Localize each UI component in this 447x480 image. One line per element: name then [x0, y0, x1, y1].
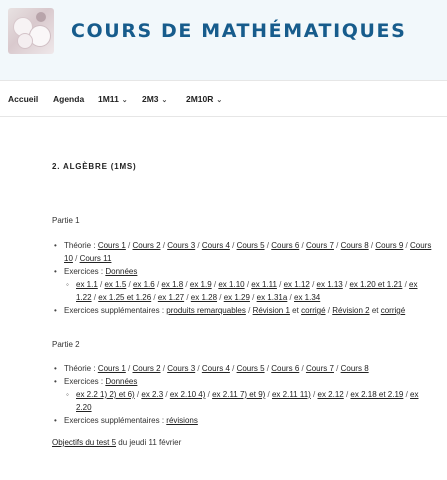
exercice-link[interactable]: ex 2.2 1) 2) et 6) — [76, 390, 135, 399]
partie-2-title: Partie 2 — [52, 340, 80, 349]
cours-link[interactable]: Cours 9 — [375, 241, 404, 250]
exercice-link[interactable]: ex 1.34 — [294, 293, 321, 302]
partie-1-list — [52, 239, 432, 317]
cours-link[interactable]: Cours 5 — [236, 241, 265, 250]
exercice-link[interactable]: ex 2.11 11) — [271, 390, 311, 399]
cours-link[interactable]: Cours 6 — [271, 364, 300, 373]
cours-link[interactable]: Cours 1 — [97, 241, 126, 250]
separator: / — [333, 241, 341, 250]
exercice-link[interactable]: ex 2.18 et 2.19 — [350, 390, 404, 399]
separator: / — [160, 241, 168, 250]
separator: / — [264, 241, 272, 250]
separator: / — [333, 364, 341, 373]
theorie-label: Théorie : — [64, 364, 96, 373]
cours-link[interactable]: Cours 3 — [167, 364, 196, 373]
objectifs-paragraph — [52, 436, 181, 449]
exercice-link[interactable]: ex 1.22 — [76, 280, 418, 302]
separator: / — [126, 280, 133, 289]
separator: / — [205, 390, 213, 399]
cours-link[interactable]: Cours 3 — [167, 241, 196, 250]
exercice-link[interactable]: ex 1.6 — [132, 280, 155, 289]
separator: / — [244, 280, 252, 289]
page-content — [52, 160, 432, 447]
exercice-link[interactable]: ex 2.3 — [141, 390, 164, 399]
nav-item-2m3[interactable] — [142, 94, 167, 104]
separator: / — [310, 390, 318, 399]
separator: / — [343, 390, 351, 399]
theorie-links — [98, 364, 369, 373]
theorie-links — [64, 241, 431, 263]
supplementaires-label: Exercices supplémentaires : — [64, 306, 165, 315]
nav-item-label: 1M11 — [98, 94, 119, 104]
exercices-label: Exercices : — [64, 267, 104, 276]
nav-item-accueil[interactable] — [8, 94, 38, 104]
separator: / — [402, 280, 410, 289]
separator: / — [151, 293, 158, 302]
separator: / — [299, 241, 306, 250]
chevron-down-icon: ⌄ — [216, 97, 223, 104]
objectifs-date-text: du jeudi 11 février — [116, 438, 182, 447]
cours-link[interactable]: Cours 10 — [64, 241, 432, 263]
exercice-link[interactable]: ex 1.8 — [161, 280, 184, 289]
separator: / — [195, 241, 202, 250]
separator: / — [154, 280, 162, 289]
separator: / — [72, 254, 80, 263]
separator: / — [160, 364, 168, 373]
exercices-links — [76, 390, 418, 412]
site-logo[interactable] — [8, 8, 54, 54]
cours-link[interactable]: Cours 5 — [236, 364, 265, 373]
exercice-link[interactable]: ex 2.11 7) et 9) — [212, 390, 266, 399]
separator: / — [195, 364, 202, 373]
corrige-2-link[interactable]: corrigé — [380, 306, 406, 315]
exercice-link[interactable]: ex 1.9 — [189, 280, 212, 289]
et-text: et — [371, 306, 379, 315]
separator: / — [276, 280, 284, 289]
cours-link[interactable]: Cours 11 — [79, 254, 112, 263]
partie-1-title: Partie 1 — [52, 216, 80, 225]
chevron-down-icon: ⌄ — [161, 97, 168, 104]
list-item-exercices — [52, 265, 432, 304]
cours-link[interactable]: Cours 8 — [340, 364, 369, 373]
separator: / — [229, 241, 237, 250]
exercice-link[interactable]: ex 1.13 — [316, 280, 343, 289]
cours-link[interactable]: Cours 4 — [201, 364, 230, 373]
exercices-sublist — [64, 278, 432, 304]
list-item-theorie — [52, 362, 432, 375]
theorie-label: Théorie : — [64, 241, 96, 250]
separator: / — [265, 390, 272, 399]
list-item-theorie — [52, 239, 432, 265]
exercice-link[interactable]: ex 2.10 4) — [169, 390, 206, 399]
cours-link[interactable]: Cours 4 — [201, 241, 230, 250]
cours-link[interactable]: Cours 2 — [132, 364, 161, 373]
exercice-link[interactable]: ex 1.10 — [218, 280, 245, 289]
separator: / — [403, 241, 410, 250]
separator: / — [211, 280, 219, 289]
exercices-links — [76, 280, 418, 302]
produits-remarquables-link[interactable]: produits remarquables — [166, 306, 246, 315]
exercice-link[interactable]: ex 1.1 — [76, 280, 98, 289]
exercice-link[interactable]: ex 1.12 — [283, 280, 310, 289]
nav-item-label: 2M3 — [142, 94, 159, 104]
separator: / — [125, 364, 133, 373]
corrige-1-link[interactable]: corrigé — [301, 306, 326, 315]
exercice-link[interactable]: ex 1.31a — [256, 293, 288, 302]
separator: / — [287, 293, 294, 302]
supplementaires-label: Exercices supplémentaires : — [64, 416, 165, 425]
separator: / — [368, 241, 376, 250]
separator: / — [299, 364, 306, 373]
nav-item-label: Agenda — [53, 94, 85, 104]
separator: / — [217, 293, 224, 302]
separator: / — [229, 364, 237, 373]
site-title[interactable]: COURS DE MATHÉMATIQUES — [71, 20, 407, 42]
separator: / — [183, 280, 190, 289]
exercice-link[interactable]: ex 1.11 — [251, 280, 277, 289]
cours-link[interactable]: Cours 2 — [132, 241, 161, 250]
chevron-down-icon: ⌄ — [121, 97, 128, 104]
cours-link[interactable]: Cours 7 — [305, 241, 334, 250]
list-item — [64, 388, 432, 414]
page-title: 2. ALGÈBRE (1MS) — [52, 162, 137, 171]
separator: / — [249, 293, 257, 302]
nav-item-1m11[interactable] — [98, 94, 128, 104]
objectifs-test-link[interactable]: Objectifs du test 5 — [52, 438, 117, 447]
separator: / — [163, 390, 170, 399]
cours-link[interactable]: Cours 6 — [271, 241, 300, 250]
separator: / — [264, 364, 272, 373]
separator: / — [309, 280, 317, 289]
exercice-link[interactable]: ex 1.28 — [190, 293, 218, 302]
site-header — [0, 0, 447, 80]
nav-item-label: 2M10R — [186, 94, 214, 104]
separator: / — [134, 390, 142, 399]
list-item — [64, 278, 432, 304]
list-item-supplementaires: • Exercices supplémentaires : produits remarquables / Révision 1 et corrigé / Révision 2 et corrigé — [52, 304, 432, 317]
separator: / — [403, 390, 411, 399]
nav-item-agenda[interactable] — [53, 94, 84, 104]
separator: / — [342, 280, 350, 289]
separator: / — [125, 241, 133, 250]
separator: / — [97, 280, 105, 289]
exercice-link[interactable]: ex 1.27 — [157, 293, 185, 302]
separator: / — [184, 293, 191, 302]
separator: / — [91, 293, 99, 302]
exercice-link[interactable]: ex 1.25 et 1.26 — [98, 293, 152, 302]
exercice-link[interactable]: ex 1.20 et 1.21 — [349, 280, 403, 289]
et-text: et — [292, 306, 299, 315]
nav-item-label: Accueil — [8, 94, 39, 104]
nav-item-2m10r[interactable] — [186, 94, 222, 104]
exercices-label: Exercices : — [64, 377, 104, 386]
revisions-link[interactable]: révisions — [166, 416, 198, 425]
donnees-link[interactable]: Données — [105, 267, 138, 276]
exercice-link[interactable]: ex 1.29 — [223, 293, 250, 302]
cours-link[interactable]: Cours 1 — [97, 364, 126, 373]
partie-2-list — [52, 362, 432, 427]
list-item-exercices — [52, 375, 432, 414]
main-navigation — [0, 80, 447, 117]
exercice-link[interactable]: ex 1.5 — [104, 280, 127, 289]
cours-link[interactable]: Cours 8 — [340, 241, 369, 250]
exercice-link[interactable]: ex 2.20 — [76, 390, 419, 412]
exercices-sublist — [64, 388, 432, 414]
revision-2-link[interactable]: Révision 2 — [332, 306, 370, 315]
exercice-link[interactable]: ex 2.12 — [317, 390, 344, 399]
list-item-supplementaires — [52, 414, 432, 427]
cours-link[interactable]: Cours 7 — [305, 364, 334, 373]
revision-1-link[interactable]: Révision 1 — [252, 306, 290, 315]
donnees-link[interactable]: Données — [105, 377, 138, 386]
